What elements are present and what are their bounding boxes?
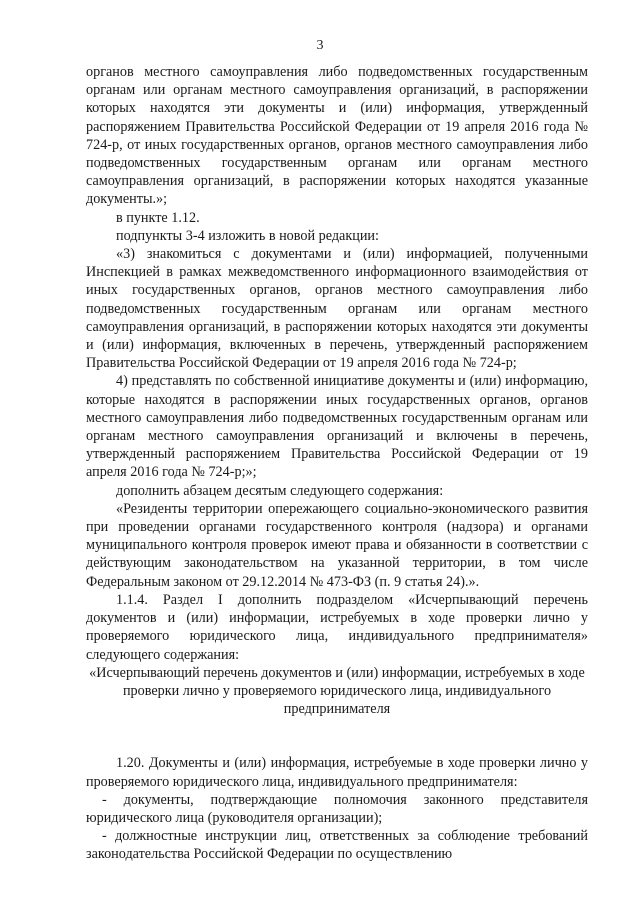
paragraph: 1.1.4. Раздел I дополнить подразделом «Исчерпывающий перечень документов и (или) информации, истребуемых в ходе проверки лично у проверяемого юридического лица, индивидуального предпринимателя» следующего содержания: bbox=[86, 591, 588, 663]
subsection-heading: «Исчерпывающий перечень документов и (или) информации, истребуемых в ходе проверки лично у проверяемого юридического лица, индивидуального предпринимателя bbox=[89, 664, 585, 718]
list-item: - документы, подтверждающие полномочия законного представителя юридического лица (руководителя организации); bbox=[86, 791, 588, 826]
paragraph: в пункте 1.12. bbox=[116, 209, 200, 226]
paragraph: подпункты 3-4 изложить в новой редакции: bbox=[116, 227, 379, 244]
paragraph: «Резиденты территории опережающего социально-экономического развития при проведении органами государственного контроля (надзора) и органами муниципального контроля проверок имеют права и обязанности в соответствии с действующим законодательством на указанной территории, в том числе Федеральным законом от 29.12.2014 № 473-ФЗ (п. 9 статья 24).». bbox=[86, 500, 588, 590]
page-number: 3 bbox=[316, 38, 324, 53]
paragraph: органов местного самоуправления либо подведомственных государственным органам или органам местного самоуправления организаций, в распоряжении которых находятся эти документы и (или) информация, утвержденный распоряжением Правительства Российской Федерации от 19 апреля 2016 года № 724-р, от иных государственных органов, органов местного самоуправления либо подведомственных государственным органам или органам местного самоуправления организаций, в распоряжении которых находятся указанные документы.»; bbox=[86, 64, 588, 208]
document-body bbox=[86, 63, 588, 864]
paragraph: 1.20. Документы и (или) информация, истребуемые в ходе проверки лично у проверяемого юридического лица, индивидуального предпринимателя: bbox=[86, 755, 588, 790]
paragraph: дополнить абзацем десятым следующего содержания: bbox=[116, 482, 444, 499]
paragraph: «3) знакомиться с документами и (или) информацией, полученными Инспекцией в рамках межведомственного информационного взаимодействия от иных государственных органов, органов местного самоуправления либо подведомственных государственным органам или органам местного самоуправления организаций, в распоряжении которых находятся эти документы и (или) информация, включенных в перечень, утвержденный распоряжением Правительства Российской Федерации от 19 апреля 2016 года № 724-р; bbox=[86, 246, 588, 372]
paragraph: 4) представлять по собственной инициативе документы и (или) информацию, которые находятся в распоряжении иных государственных органов, органов местного самоуправления либо подведомственных государственным органам или органам местного самоуправления организаций и включены в перечень, утвержденный распоряжением Правительства Российской Федерации от 19 апреля 2016 года № 724-р;»; bbox=[86, 373, 588, 481]
list-item: - должностные инструкции лиц, ответственных за соблюдение требований законодательства Российской Федерации по осуществлению bbox=[86, 828, 588, 863]
spacer bbox=[86, 718, 588, 754]
